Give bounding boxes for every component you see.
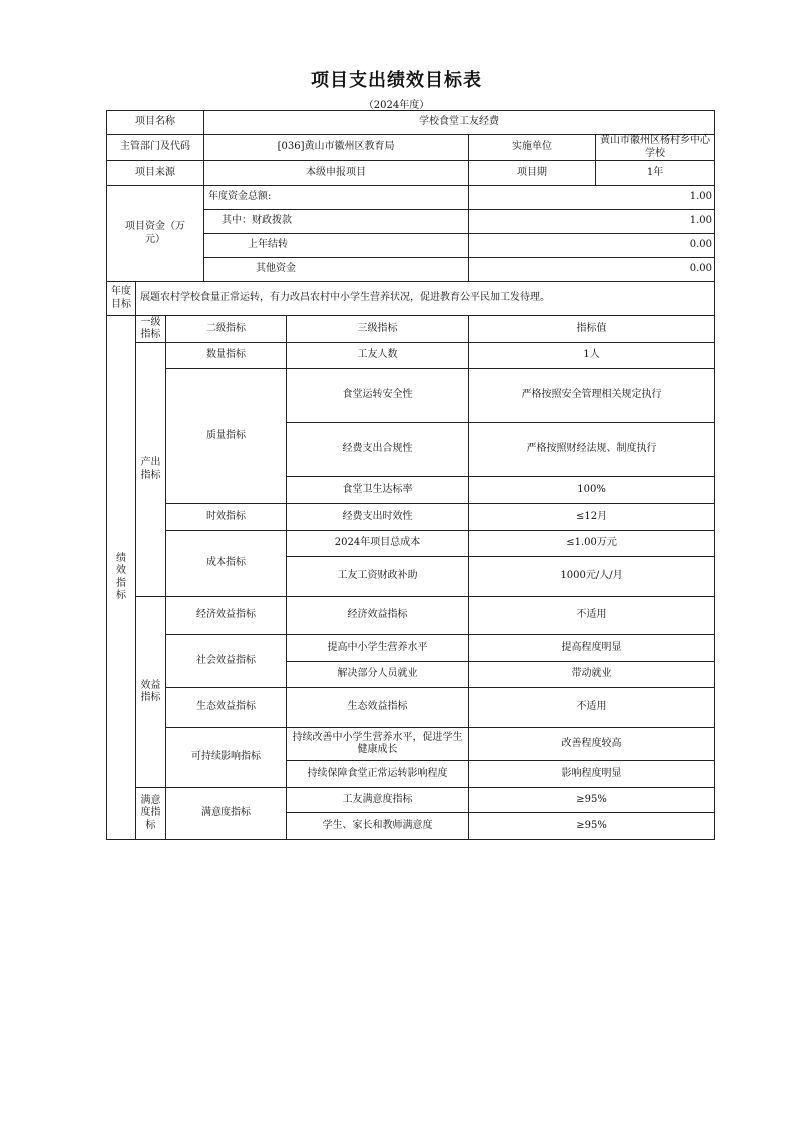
output-indicators-label: 产出指标: [136, 343, 166, 597]
l2-cost: 成本指标: [166, 531, 287, 597]
value-cell: ≤12月: [469, 504, 715, 531]
period-label: 项目期: [469, 161, 596, 185]
indicator-row: [107, 635, 715, 662]
value-cell: ≤1.00万元: [469, 531, 715, 557]
value-cell: 不适用: [469, 688, 715, 728]
funds-label-text: 项目资金（万元）: [125, 221, 186, 245]
l3-cell: 食堂卫生达标率: [287, 477, 469, 504]
l3-cell: 工友工资财政补助: [287, 557, 469, 597]
l3-cell: 食堂运转安全性: [287, 369, 469, 423]
fund-value: 0.00: [469, 258, 715, 282]
indicator-row: [107, 531, 715, 557]
indicator-row: [107, 688, 715, 728]
l2-economic: 经济效益指标: [166, 597, 287, 635]
fund-value: 0.00: [469, 234, 715, 258]
value-cell: 提高程度明显: [469, 635, 715, 662]
indicator-row: [107, 504, 715, 531]
indicator-row: [107, 343, 715, 369]
header-value: 指标值: [469, 316, 715, 343]
performance-indicators-label: 绩效指标: [107, 316, 136, 840]
indicator-row: [107, 728, 715, 761]
benefit-indicators-label: 效益指标: [136, 597, 166, 788]
l2-quality: 质量指标: [166, 369, 287, 504]
value-cell: 1人: [469, 343, 715, 369]
l3-cell: 学生、家长和教师满意度: [287, 813, 469, 840]
value-cell: 严格按照财经法规、制度执行: [469, 423, 715, 477]
value-cell: 改善程度较高: [469, 728, 715, 761]
annual-goal-row: [107, 282, 715, 316]
annual-goal-text: 展题农村学校食量正常运转，有力改昌农村中小学生营养状况，促进教育公平民加工发待理。: [136, 282, 715, 316]
project-name-label: 项目名称: [107, 111, 204, 135]
l3-cell: 生态效益指标: [287, 688, 469, 728]
source-row: [107, 161, 715, 186]
fund-label: 年度资金总额:: [204, 186, 469, 210]
impl-value: 黄山市徽州区杨村乡中心学校: [600, 135, 711, 159]
l2-quantity: 数量指标: [166, 343, 287, 369]
period-cell: [469, 161, 715, 186]
impl-cell: [469, 135, 715, 161]
value-cell: 严格按照安全管理相关规定执行: [469, 369, 715, 423]
l3-cell: 工友人数: [287, 343, 469, 369]
l3-cell: 持续改善中小学生营养水平，促进学生健康成长: [287, 728, 469, 761]
indicator-header-row: [107, 316, 715, 343]
fund-label: 其他资金: [204, 258, 469, 282]
value-cell: 带动就业: [469, 662, 715, 688]
project-name-value: 学校食堂工友经费: [204, 111, 715, 135]
annual-goal-label: 年度目标: [107, 282, 136, 316]
dept-row: [107, 135, 715, 161]
fund-label: 其中：财政拨款: [204, 210, 469, 234]
header-l3: 三级指标: [287, 316, 469, 343]
performance-table: [106, 110, 715, 840]
value-cell: ≥95%: [469, 788, 715, 813]
value-cell: 不适用: [469, 597, 715, 635]
l3-cell: 持续保障食堂正常运转影响程度: [287, 761, 469, 788]
l3-cell: 经费支出合规性: [287, 423, 469, 477]
header-l2: 二级指标: [166, 316, 287, 343]
l3-cell: 经济效益指标: [287, 597, 469, 635]
page-title: 项目支出绩效目标表: [311, 70, 482, 91]
l3-cell: 经费支出时效性: [287, 504, 469, 531]
dept-value: [036]黄山市徽州区教育局: [204, 135, 469, 161]
l2-timeliness: 时效指标: [166, 504, 287, 531]
indicator-row: [107, 788, 715, 813]
period-value: 1年: [646, 166, 664, 178]
value-cell: ≥95%: [469, 813, 715, 840]
source-value: 本级申报项目: [204, 161, 469, 186]
l2-satisfaction: 满意度指标: [166, 788, 287, 840]
value-cell: 100%: [469, 477, 715, 504]
l2-sustain: 可持续影响指标: [166, 728, 287, 788]
l2-ecological: 生态效益指标: [166, 688, 287, 728]
value-cell: 影响程度明显: [469, 761, 715, 788]
l3-cell: 提高中小学生营养水平: [287, 635, 469, 662]
satisfaction-indicators-label: 满意度指标: [136, 788, 166, 840]
dept-label: 主管部门及代码: [107, 135, 204, 161]
project-name-row: [107, 111, 715, 135]
year-subtitle: （2024年度）: [363, 100, 430, 111]
indicator-row: [107, 597, 715, 635]
value-cell: 1000元/人/月: [469, 557, 715, 597]
source-label: 项目来源: [107, 161, 204, 186]
fund-label: 上年结转: [204, 234, 469, 258]
fund-value: 1.00: [469, 186, 715, 210]
header-l1: 一级指标: [136, 316, 166, 343]
funds-label: [107, 186, 204, 282]
funds-row: [107, 186, 715, 210]
indicator-row: [107, 369, 715, 423]
l3-cell: 工友满意度指标: [287, 788, 469, 813]
l2-social: 社会效益指标: [166, 635, 287, 688]
l3-cell: 解决部分人员就业: [287, 662, 469, 688]
impl-label: 实施单位: [469, 135, 596, 160]
fund-value: 1.00: [469, 210, 715, 234]
l3-cell: 2024年项目总成本: [287, 531, 469, 557]
